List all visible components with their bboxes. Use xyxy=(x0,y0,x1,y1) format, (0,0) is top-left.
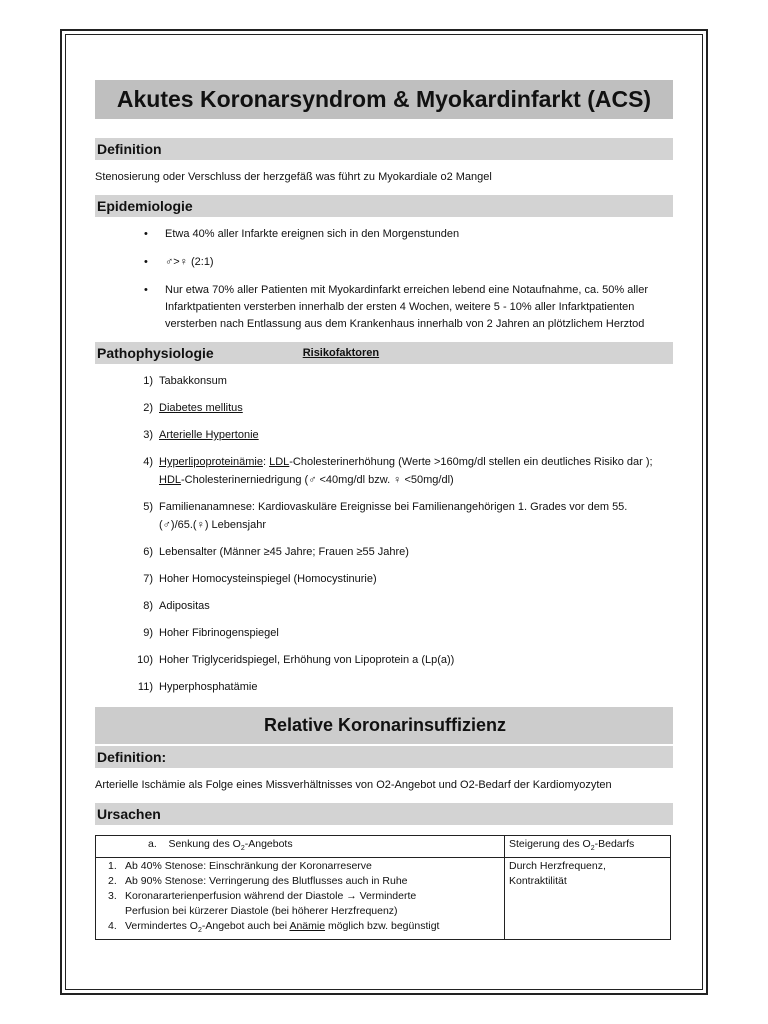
causes-table xyxy=(95,835,671,940)
list-item: 3) Arterielle Hypertonie xyxy=(143,429,259,441)
table-header-cell: a. Senkung des $O_2$-Angebots xyxy=(96,836,505,858)
list-item: 4. Vermindertes $O_2$-Angebot auch bei Anämie möglich bzw. begünstigt xyxy=(108,920,440,935)
table-cell xyxy=(96,858,505,940)
list-item: • Etwa 40% aller Infarkte ereignen sich in den Morgenstunden xyxy=(144,228,460,240)
list-item: 2. Ab 90% Stenose: Verringerung des Blutflusses auch in Ruhe xyxy=(108,875,408,888)
list-item: • Nur etwa 70% aller Patienten mit Myokardinfarkt erreichen lebend eine Notaufnahme, ca. 50% aller Infarktpatienten versterben innerhalb der ersten 4 Wochen, weitere 5 - 10% aller Infarktpatienten versterben nach Entlassung aus dem Krankenhaus innerhalb von 2 Jahren an plötzlichem Herztod xyxy=(144,284,649,330)
table-cell: Durch Herzfrequenz, Kontraktilität xyxy=(505,858,671,940)
relative-definition-heading: Definition: xyxy=(95,746,673,768)
pathophysiology-heading: Pathophysiologie Risikofaktoren xyxy=(95,342,673,364)
list-item: 7) Hoher Homocysteinspiegel (Homocystinurie) xyxy=(143,573,377,585)
list-item: 1. Ab 40% Stenose: Einschränkung der Koronarreserve xyxy=(108,860,372,873)
definition-heading: Definition xyxy=(95,138,673,160)
list-item: 8) Adipositas xyxy=(143,600,210,612)
list-item: 3. Koronararterienperfusion während der Diastole → Verminderte Perfusion bei kürzerer Diastole (bei höherer Herzfrequenz) xyxy=(108,890,417,918)
list-item: 6) Lebensalter (Männer ≥45 Jahre; Frauen ≥55 Jahre) xyxy=(143,546,409,558)
document-content xyxy=(95,80,673,940)
list-item: 5) Familienanamnese: Kardiovaskuläre Ereignisse bei Familienangehörigen 1. Grades vor dem 55.(♂)/65.(♀) Lebensjahr xyxy=(143,501,628,531)
causes-heading: Ursachen xyxy=(95,803,673,825)
list-item: 9) Hoher Fibrinogenspiegel xyxy=(143,627,279,639)
list-item: 11) Hyperphosphatämie xyxy=(137,681,258,693)
risk-factors-subheading: Risikofaktoren xyxy=(302,347,380,359)
list-item: 4) Hyperlipoproteinämie: LDL-Cholesterinerhöhung (Werte >160mg/dl stellen ein deutliches Risiko dar ); HDL-Cholesterinerniedrigung (♂ <40mg/dl bzw. ♀ <50mg/dl) xyxy=(143,456,653,486)
document-title: Akutes Koronarsyndrom & Myokardinfarkt (ACS) xyxy=(95,80,673,119)
risk-factors-list xyxy=(95,372,673,696)
list-item: 1) Tabakkonsum xyxy=(143,375,227,387)
epidemiology-list xyxy=(95,226,673,333)
epidemiology-heading: Epidemiologie xyxy=(95,195,673,217)
table-header-cell: Steigerung des $O_2$-Bedarfs xyxy=(505,836,671,858)
relative-insufficiency-heading: Relative Koronarinsuffizienz xyxy=(95,707,673,744)
relative-definition-text: Arterielle Ischämie als Folge eines Missverhältnisses von O2-Angebot und O2-Bedarf der Kardiomyozyten xyxy=(95,779,612,791)
table-row xyxy=(96,858,671,940)
list-item: 2) Diabetes mellitus xyxy=(143,402,243,414)
list-item: • ♂>♀ (2:1) xyxy=(144,256,214,268)
definition-text: Stenosierung oder Verschluss der herzgefäß was führt zu Myokardiale o2 Mangel xyxy=(95,171,492,183)
list-item: 10) Hoher Triglyceridspiegel, Erhöhung von Lipoprotein a (Lp(a)) xyxy=(137,654,455,666)
table-header-row xyxy=(96,836,671,858)
